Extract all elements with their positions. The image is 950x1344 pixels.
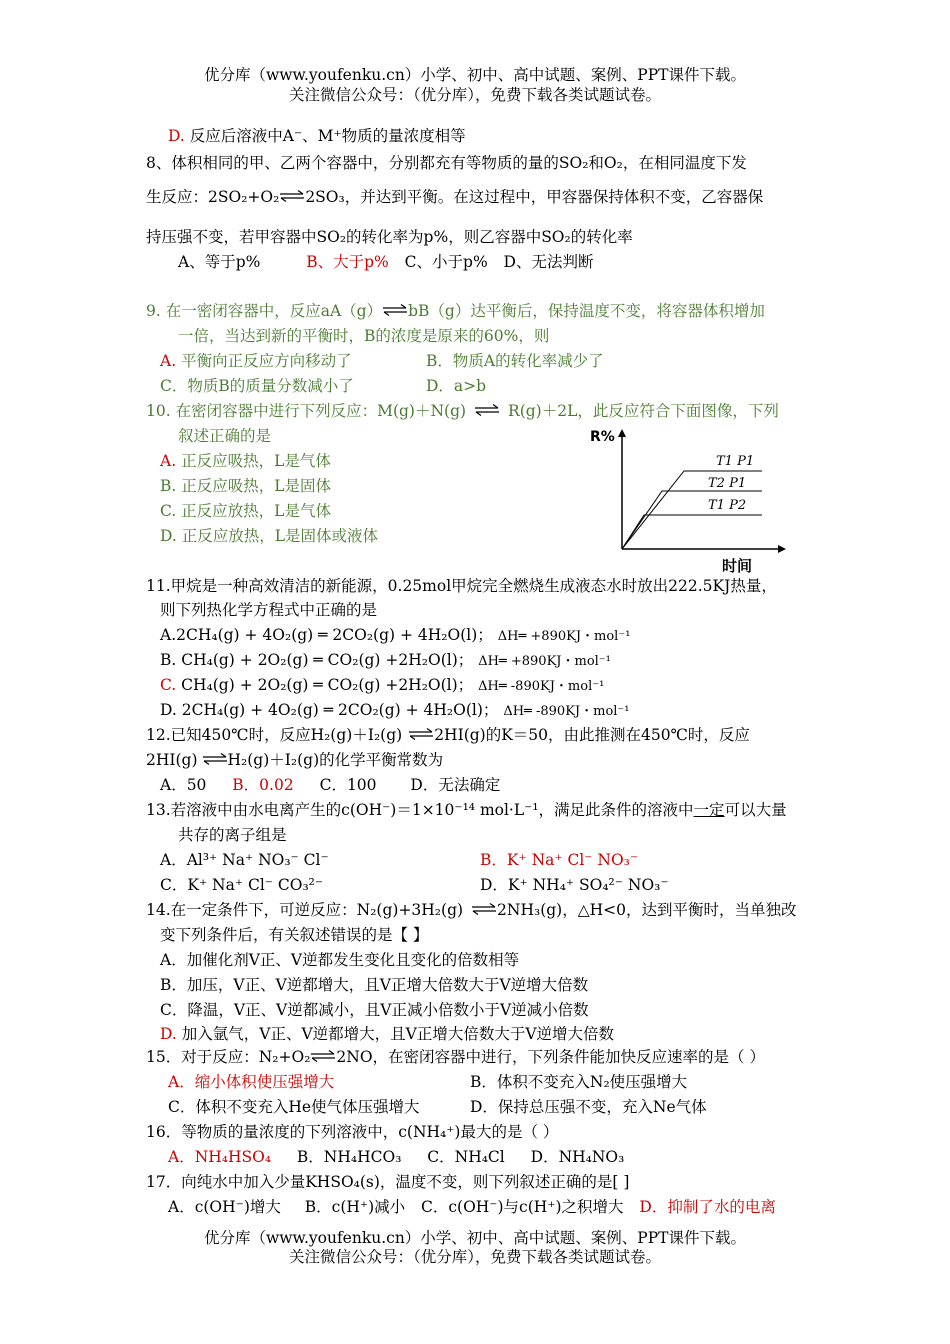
q11-option-a-eq: A.2CH₄(g) + 4O₂(g) ═ 2CO₂(g) + 4H₂O(l)；	[160, 626, 493, 644]
q17-option-c: C．c(OH⁻)与c(H⁺)之积增大	[421, 1198, 624, 1216]
q10-stem-line-2: 叙述正确的是	[178, 427, 272, 445]
q9-option-d: D．a>b	[426, 377, 487, 395]
q11-option-b-eq: B. CH₄(g) + 2O₂(g) ═ CO₂(g) +2H₂O(l)；	[160, 651, 474, 669]
q11-option-b	[160, 650, 611, 672]
q9-option-a-text: 平衡向正反应方向移动了	[181, 352, 352, 370]
q14-option-d	[160, 1024, 614, 1044]
q13-option-b: B．K⁺ Na⁺ Cl⁻ NO₃⁻	[480, 851, 639, 869]
q17-option-d: D．抑制了水的电离	[639, 1198, 776, 1216]
q15-option-b	[470, 1072, 687, 1092]
x-axis-arrow-icon	[778, 545, 786, 553]
equilibrium-arrow-icon	[279, 190, 305, 202]
header-line-1: 优分库（www.youfenku.cn）小学、初中、高中试题、案例、PPT课件下载。	[203, 66, 747, 84]
q11-option-d-dh: ΔH═ -890KJ・mol⁻¹	[503, 704, 630, 719]
q13-stem-line-2: 共存的离子组是	[178, 826, 287, 844]
q14-stem-line-2: 变下列条件后，有关叙述错误的是【 】	[160, 926, 429, 944]
q11-option-c	[160, 675, 604, 697]
q13-stem-line-1	[146, 800, 787, 820]
q17-option-b: B．c(H⁺)减小	[304, 1198, 406, 1216]
q11-option-b-dh: ΔH═ +890KJ・mol⁻¹	[478, 654, 611, 669]
q13-stem-line-1b: 可以大量	[724, 801, 787, 819]
q15-stem-line-1b: 2NO，在密闭容器中进行，下列条件能加快反应速率的是（ ）	[336, 1048, 765, 1066]
y-axis-arrow-icon	[618, 429, 626, 437]
equilibrium-arrow-icon	[408, 728, 434, 740]
q12-stem-line-2a: 2HI(g)	[146, 751, 198, 769]
q10-option-a-letter: A.	[160, 452, 177, 470]
q11-stem-line-2: 则下列热化学方程式中正确的是	[160, 601, 378, 619]
q15-stem-line-1	[146, 1047, 765, 1067]
q8-stem-line-2a: 生反应：2SO₂+O₂	[146, 188, 280, 206]
curve-label-t1p2: T1 P2	[708, 498, 747, 513]
q16-option-b: B．NH₄HCO₃	[296, 1148, 402, 1166]
figure-x-label: 时间	[722, 557, 753, 575]
footer-line-2: 关注微信公众号：（优分库），免费下载各类试题试卷。	[288, 1248, 661, 1266]
q16-stem-line-1: 16．等物质的量浓度的下列溶液中，c(NH₄⁺)最大的是（ ）	[146, 1123, 559, 1141]
q14-option-b: B．加压，V正、V逆都增大，且V正增大倍数大于V逆增大倍数	[160, 976, 589, 994]
q16-options	[168, 1147, 624, 1167]
curve-label-t1p1: T1 P1	[716, 454, 755, 469]
q8-options	[178, 252, 593, 272]
q9-stem-line-1b: bB（g）达平衡后，保持温度不变，将容器体积增加	[408, 302, 765, 320]
q9-stem-line-1	[146, 301, 765, 321]
q12-stem-line-1a: 12.已知450℃时，反应H₂(g)＋I₂(g)	[146, 726, 403, 744]
q12-options	[160, 775, 500, 795]
q14-stem-line-1a: 14.在一定条件下，可逆反应：N₂(g)+3H₂(g)	[146, 901, 464, 919]
q12-stem-line-1	[146, 725, 750, 745]
q14-stem-line-1b: 2NH₃(g)，△H<0，达到平衡时，当单独改	[497, 901, 797, 919]
equilibrium-arrow-icon	[471, 903, 497, 915]
q11-option-a	[160, 625, 630, 647]
q8-stem-line-1: 8、体积相同的甲、乙两个容器中，分别都充有等物质的量的SO₂和O₂，在相同温度下发	[146, 154, 747, 172]
q9-option-c: C．物质B的质量分数减小了	[160, 377, 354, 395]
q12-option-d: D．无法确定	[410, 776, 501, 794]
q9-option-b: B．物质A的转化率减少了	[426, 352, 604, 370]
q13-stem-underlined: 一定	[693, 801, 725, 819]
q8-stem-line-2	[146, 187, 763, 207]
curve-t1p2	[622, 515, 762, 549]
q10-option-c: C. 正反应放热，L是气体	[160, 502, 331, 520]
q9-stem-line-1a: 9. 在一密闭容器中，反应aA（g）	[146, 302, 383, 320]
q14-option-a: A．加催化剂V正、V逆都发生变化且变化的倍数相等	[160, 951, 520, 969]
q14-option-c: C．降温，V正、V逆都减小，且V正减小倍数小于V逆减小倍数	[160, 1001, 589, 1019]
q10-option-b: B. 正反应吸热，L是固体	[160, 477, 332, 495]
q10-stem-line-1	[146, 401, 779, 421]
q11-option-c-eq: CH₄(g) + 2O₂(g) ═ CO₂(g) +2H₂O(l)；	[181, 676, 474, 694]
q10-stem-line-1a: 10. 在密闭容器中进行下列反应：M(g)＋N(g)	[146, 402, 467, 420]
q13-option-d: D．K⁺ NH₄⁺ SO₄²⁻ NO₃⁻	[480, 876, 669, 894]
q7-option-d-text: 反应后溶液中A⁻、M⁺物质的量浓度相等	[189, 127, 466, 145]
q8-stem-line-3: 持压强不变，若甲容器中SO₂的转化率为p%，则乙容器中SO₂的转化率	[146, 228, 633, 246]
curve-label-t2p1: T2 P1	[708, 476, 747, 491]
q11-option-a-dh: ΔH═ +890KJ・mol⁻¹	[497, 629, 631, 644]
equilibrium-arrow-icon	[310, 1050, 336, 1062]
q15-option-c: C．体积不变充入He使气体压强增大	[168, 1098, 420, 1116]
q15-option-d: D．保持总压强不变，充入Ne气体	[470, 1098, 707, 1116]
header-line-2: 关注微信公众号：（优分库），免费下载各类试题试卷。	[288, 86, 661, 104]
q10-figure	[588, 425, 798, 575]
q8-stem-line-2b: 2SO₃，并达到平衡。在这过程中，甲容器保持体积不变，乙容器保	[305, 188, 764, 206]
q7-option-d-letter: D.	[168, 127, 185, 145]
q8-option-a: A、等于p%	[178, 253, 261, 271]
q13-option-a: A．Al³⁺ Na⁺ NO₃⁻ Cl⁻	[160, 851, 329, 869]
q16-option-d: D．NH₄NO₃	[530, 1148, 625, 1166]
q13-option-c: C．K⁺ Na⁺ Cl⁻ CO₃²⁻	[160, 876, 324, 894]
q9-option-a	[160, 351, 352, 371]
q8-option-c: C、小于p%	[404, 253, 488, 271]
q11-option-c-dh: ΔH═ -890KJ・mol⁻¹	[478, 679, 605, 694]
q14-stem-line-1	[146, 900, 797, 920]
q14-option-d-letter: D.	[160, 1025, 177, 1043]
q17-options	[168, 1197, 776, 1217]
q9-stem-line-2: 一倍，当达到新的平衡时，B的浓度是原来的60%，则	[178, 327, 550, 345]
q17-option-a: A．c(OH⁻)增大	[168, 1198, 281, 1216]
q15-option-b-text: B．体积不变充入N₂使压强增大	[470, 1073, 688, 1091]
q10-stem-line-1b: R(g)＋2L，此反应符合下面图像，下列	[508, 402, 779, 420]
q11-option-d-eq: D. 2CH₄(g) + 4O₂(g) ═ 2CO₂(g) + 4H₂O(l)；	[160, 701, 499, 719]
q16-option-a: A．NH₄HSO₄	[168, 1148, 272, 1166]
equilibrium-arrow-icon	[382, 304, 408, 316]
q12-stem-line-1b: 2HI(g)的K＝50，由此推测在450℃时，反应	[434, 726, 750, 744]
figure-y-label: R%	[590, 429, 615, 445]
q12-option-c: C．100	[319, 776, 377, 794]
q15-option-a: A．缩小体积使压强增大	[168, 1073, 335, 1091]
q16-option-c: C．NH₄Cl	[427, 1148, 505, 1166]
equilibrium-arrow-icon	[474, 404, 500, 416]
q10-option-d: D. 正反应放热，L是固体或液体	[160, 527, 379, 545]
q12-stem-line-2	[146, 750, 443, 770]
q8-option-d: D、无法判断	[503, 253, 594, 271]
q11-stem-line-1: 11.甲烷是一种高效清洁的新能源，0.25mol甲烷完全燃烧生成液态水时放出222.5KJ热量，	[146, 577, 777, 595]
q10-option-a	[160, 451, 331, 471]
q12-option-b: B．0.02	[232, 776, 294, 794]
q14-option-d-text: 加入氩气，V正、V逆都增大，且V正增大倍数大于V逆增大倍数	[181, 1025, 615, 1043]
q12-option-a: A．50	[160, 776, 207, 794]
q10-option-a-text: 正反应吸热，L是气体	[181, 452, 331, 470]
q17-stem-line-1: 17．向纯水中加入少量KHSO₄(s)，温度不变，则下列叙述正确的是[ ]	[146, 1173, 630, 1191]
q11-option-d	[160, 700, 630, 722]
q8-option-b: B、大于p%	[306, 253, 389, 271]
equilibrium-arrow-icon	[202, 753, 228, 765]
q11-option-c-letter: C.	[160, 676, 177, 694]
q7-option-d	[168, 126, 466, 146]
q9-option-a-letter: A.	[160, 352, 177, 370]
q15-stem-line-1a: 15．对于反应：N₂+O₂	[146, 1048, 311, 1066]
footer-line-1: 优分库（www.youfenku.cn）小学、初中、高中试题、案例、PPT课件下载。	[203, 1229, 747, 1247]
q12-stem-line-2b: H₂(g)＋I₂(g)的化学平衡常数为	[227, 751, 444, 769]
q13-stem-line-1a: 13.若溶液中由水电离产生的c(OH⁻)＝1×10⁻¹⁴ mol·L⁻¹，满足此条件的溶液中	[146, 801, 694, 819]
